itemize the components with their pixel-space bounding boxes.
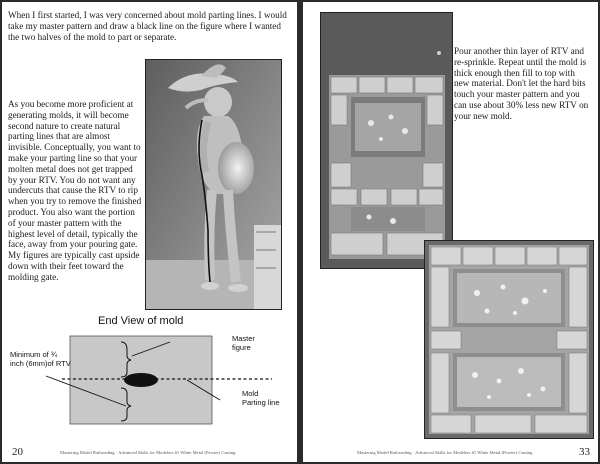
mold-photo-top-image (321, 13, 452, 268)
diagram-label-master: Master figure (232, 334, 255, 352)
mold-photo-bottom-image (425, 241, 593, 438)
diagram-label-minimum: Minimum of ¾ inch (6mm)of RTV (10, 350, 71, 368)
left-page-number: 20 (12, 446, 23, 458)
left-footer: Mastering Model Railroading · Advanced Skills for Modelers #1 White Metal (Pewter) Casting (60, 450, 236, 455)
figure-photo (145, 59, 282, 310)
mold-photo-bottom (424, 240, 594, 439)
figure-photo-image (146, 60, 281, 309)
left-paragraph-2: As you become more proficient at generating molds, it will become second nature to create natural parting lines that are almost invisible. Conceptually, you want to make your parting line so that your molten metal does not get trapped by your RTV. You do not want any undercuts that cause the RTV to rip when you try to remove the finished product. You also want the portion of your master pattern with the highest level of detail, typically the face, away from your pouring gate. My figures are typically cast upside down with their feet toward the molding gate. (8, 99, 142, 282)
mold-photo-top (320, 12, 453, 269)
diagram-label-parting: Mold Parting line (242, 389, 280, 407)
diagram-title: End View of mold (98, 315, 184, 327)
right-page-number: 33 (579, 446, 590, 458)
master-figure-shape (124, 373, 158, 387)
right-footer: Mastering Model Railroading · Advanced Skills for Modelers #1 White Metal (Pewter) Casting (357, 450, 533, 455)
left-paragraph-1: When I first started, I was very concerned about mold parting lines. I would take my master pattern and draw a black line on the figure where I wanted the two halves of the mold to part or separate. (8, 10, 287, 42)
right-page (303, 2, 598, 462)
left-page (2, 2, 297, 462)
right-paragraph: Pour another thin layer of RTV and re-sprinkle. Repeat until the mold is thick enough then fill to top with new material. Don't let the hard bits touch your master pattern and you can use about 30% less new RTV on your new mold. (454, 46, 589, 121)
